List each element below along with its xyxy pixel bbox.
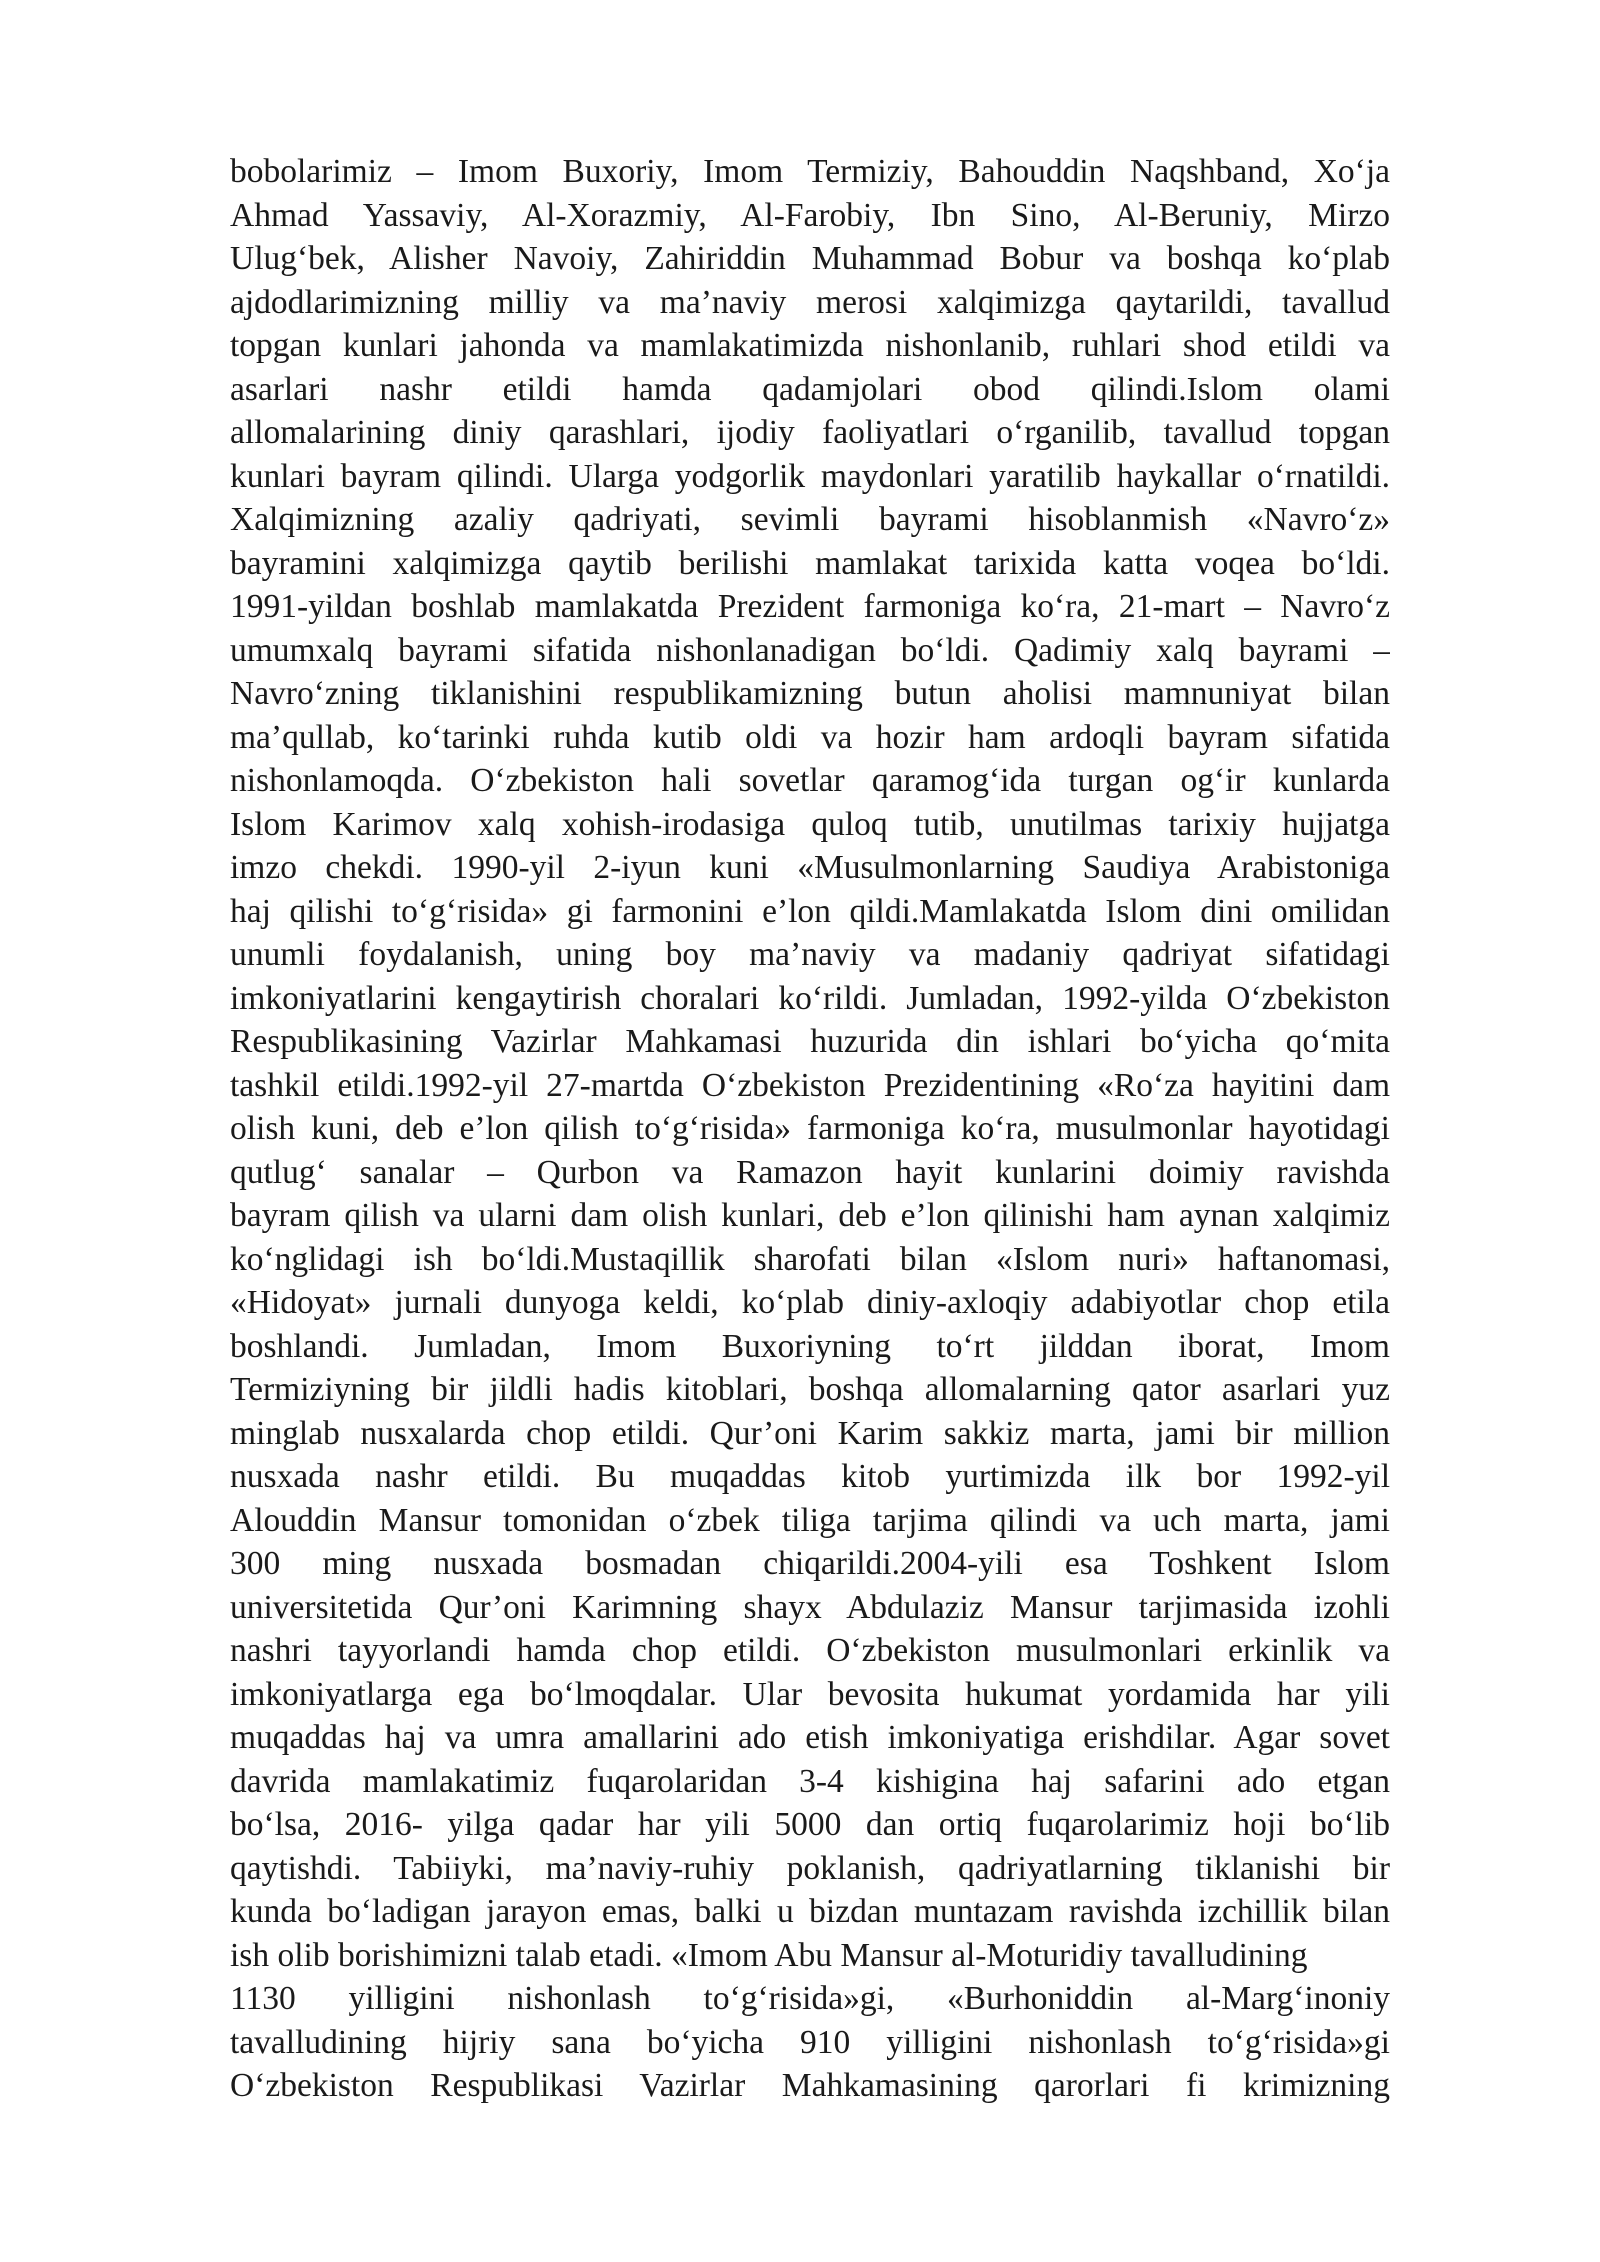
text-line: qaytishdi. Tabiiyki, ma’naviy-ruhiy poklanish, qadriyatlarning tiklanishi bir (230, 1849, 1390, 1887)
text-line: muqaddas haj va umra amallarini ado etish imkoniyatiga erishdilar. Agar sovet (230, 1719, 1390, 1756)
text-line: bayramini xalqimizga qaytib berilishi mamlakat tarixida katta voqea bo‘ldi. (230, 544, 1390, 582)
text-line: nashri tayyorlandi hamda chop etildi. O‘zbekiston musulmonlari erkinlik va (230, 1632, 1390, 1669)
text-line: umumxalq bayrami sifatida nishonlanadigan bo‘ldi. Qadimiy xalq bayrami – (230, 631, 1390, 669)
document-page (230, 150, 1390, 2108)
text-line: boshlandi. Jumladan, Imom Buxoriyning to‘rt jilddan iborat, Imom (230, 1327, 1390, 1365)
text-line: olish kuni, deb e’lon qilish to‘g‘risida» farmoniga ko‘ra, musulmonlar hayotidagi (230, 1110, 1390, 1147)
text-line: Navro‘zning tiklanishini respublikamizning butun aholisi mamnuniyat bilan (230, 675, 1390, 712)
text-line: Alouddin Mansur tomonidan o‘zbek tiliga tarjima qilindi va uch marta, jami (230, 1501, 1390, 1539)
text-line: 1991-yildan boshlab mamlakatda Prezident farmoniga ko‘ra, 21-mart – Navro‘z (230, 588, 1390, 625)
text-line: minglab nusxalarda chop etildi. Qur’oni Karim sakkiz marta, jami bir million (230, 1414, 1390, 1452)
text-line: Islom Karimov xalq xohish-irodasiga quloq tutib, unutilmas tarixiy hujjatga (230, 805, 1390, 843)
text-line: bo‘lsa, 2016- yilga qadar har yili 5000 dan ortiq fuqarolarimiz hoji bo‘lib (230, 1806, 1390, 1843)
text-line: Respublikasining Vazirlar Mahkamasi huzurida din ishlari bo‘yicha qo‘mita (230, 1023, 1390, 1060)
text-line: ajdodlarimizning milliy va ma’naviy merosi xalqimizga qaytarildi, tavallud (230, 283, 1390, 321)
text-line: Ahmad Yassaviy, Al-Xorazmiy, Al-Farobiy, Ibn Sino, Al-Beruniy, Mirzo (230, 196, 1390, 234)
text-line: asarlari nashr etildi hamda qadamjolari obod qilindi.Islom olami (230, 370, 1390, 408)
text-line: topgan kunlari jahonda va mamlakatimizda nishonlanib, ruhlari shod etildi va (230, 327, 1390, 364)
text-line: Termiziyning bir jildli hadis kitoblari, boshqa allomalarning qator asarlari yuz (230, 1371, 1390, 1408)
text-line: Ulug‘bek, Alisher Navoiy, Zahiriddin Muhammad Bobur va boshqa ko‘plab (230, 240, 1390, 277)
text-line: bayram qilish va ularni dam olish kunlari, deb e’lon qilinishi ham aynan xalqimiz (230, 1197, 1390, 1234)
text-line: nishonlamoqda. O‘zbekiston hali sovetlar qaramog‘ida turgan og‘ir kunlarda (230, 762, 1390, 799)
text-line: 1130 yilligini nishonlash to‘g‘risida»gi, «Burhoniddin al-Marg‘inoniy (230, 1980, 1390, 2017)
text-line: tashkil etildi.1992-yil 27-martda O‘zbekiston Prezidentining «Ro‘za hayitini dam (230, 1066, 1390, 1104)
text-line: Xalqimizning azaliy qadriyati, sevimli bayrami hisoblanmish «Navro‘z» (230, 501, 1390, 538)
text-line: nusxada nashr etildi. Bu muqaddas kitob yurtimizda ilk bor 1992-yil (230, 1458, 1390, 1495)
text-line: «Hidoyat» jurnali dunyoga keldi, ko‘plab diniy-axloqiy adabiyotlar chop etila (230, 1284, 1390, 1321)
text-line: ma’qullab, ko‘tarinki ruhda kutib oldi va hozir ham ardoqli bayram sifatida (230, 718, 1390, 756)
text-line: imkoniyatlarini kengaytirish choralari ko‘rildi. Jumladan, 1992-yilda O‘zbekiston (230, 979, 1390, 1017)
text-line: bobolarimiz – Imom Buxoriy, Imom Termiziy, Bahouddin Naqshband, Xo‘ja (230, 153, 1390, 190)
text-line: 300 ming nusxada bosmadan chiqarildi.2004-yili esa Toshkent Islom (230, 1545, 1390, 1582)
body-text (230, 150, 1390, 2108)
text-line: ish olib borishimizni talab etadi. «Imom Abu Mansur al-Moturidiy tavalludining (230, 1936, 1308, 1974)
text-line: kunlari bayram qilindi. Ularga yodgorlik maydonlari yaratilib haykallar o‘rnatildi. (230, 457, 1390, 495)
text-line: imzo chekdi. 1990-yil 2-iyun kuni «Musulmonlarning Saudiya Arabistoniga (230, 849, 1390, 886)
text-line: davrida mamlakatimiz fuqarolaridan 3-4 kishigina haj safarini ado etgan (230, 1762, 1390, 1800)
text-line: O‘zbekiston Respublikasi Vazirlar Mahkamasining qarorlari fi krimizning (230, 2067, 1390, 2104)
text-line: qutlug‘ sanalar – Qurbon va Ramazon hayit kunlarini doimiy ravishda (230, 1153, 1390, 1191)
text-line: imkoniyatlarga ega bo‘lmoqdalar. Ular bevosita hukumat yordamida har yili (230, 1675, 1390, 1713)
text-line: tavalludining hijriy sana bo‘yicha 910 yilligini nishonlash to‘g‘risida»gi (230, 2023, 1390, 2061)
text-line: allomalarining diniy qarashlari, ijodiy faoliyatlari o‘rganilib, tavallud topgan (230, 414, 1390, 451)
text-line: unumli foydalanish, uning boy ma’naviy va madaniy qadriyat sifatidagi (230, 936, 1390, 973)
text-line: haj qilishi to‘g‘risida» gi farmonini e’lon qildi.Mamlakatda Islom dini omilidan (230, 892, 1390, 930)
text-line: ko‘nglidagi ish bo‘ldi.Mustaqillik sharofati bilan «Islom nuri» haftanomasi, (230, 1240, 1390, 1278)
text-line: kunda bo‘ladigan jarayon emas, balki u bizdan muntazam ravishda izchillik bilan (230, 1893, 1390, 1930)
text-line: universitetida Qur’oni Karimning shayx Abdulaziz Mansur tarjimasida izohli (230, 1588, 1390, 1626)
